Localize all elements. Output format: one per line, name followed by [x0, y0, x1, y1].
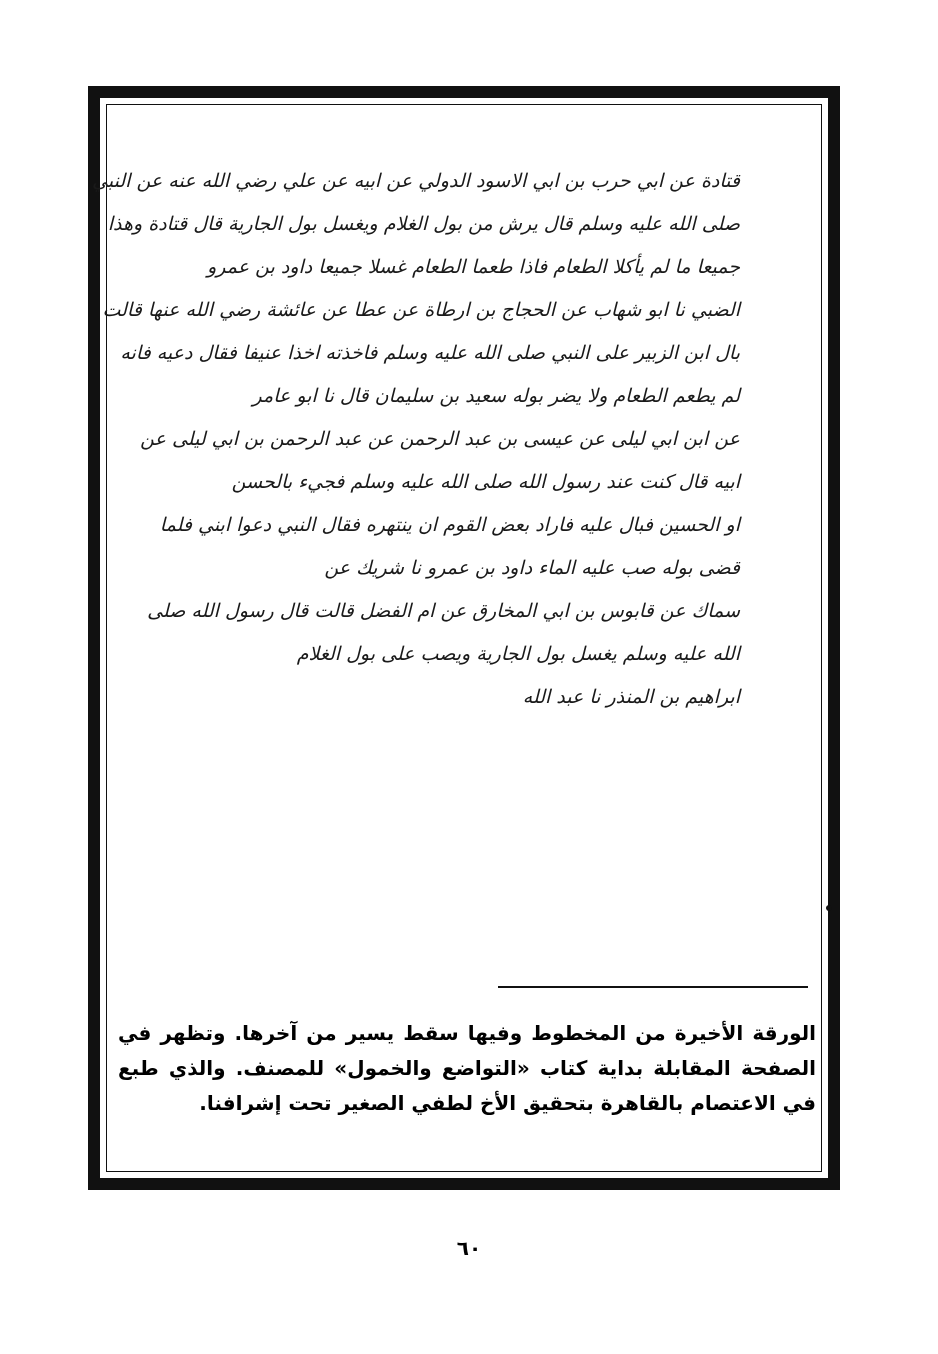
manuscript-line-6: لم يطعم الطعام ولا يضر بوله سعيد بن سليمان قال نا ابو عامر	[252, 385, 740, 407]
manuscript-line-4: الضبي نا ابو شهاب عن الحجاج بن ارطاة عن عطا عن عائشة رضي الله عنها قالت	[102, 299, 740, 321]
manuscript-line-10: قضى بوله صب عليه الماء داود بن عمرو نا شريك عن	[324, 557, 740, 579]
manuscript-line-7: عن ابن ابي ليلى عن عيسى بن عبد الرحمن عن عبد الرحمن بن ابي ليلى عن	[140, 428, 740, 450]
manuscript-line-12: الله عليه وسلم يغسل بول الجارية ويصب على بول الغلام	[296, 643, 740, 665]
manuscript-text	[92, 160, 740, 719]
manuscript-line-1: قتادة عن ابي حرب بن ابي الاسود الدولي عن ابيه عن علي رضي الله عنه عن النبي	[92, 170, 740, 192]
manuscript-line-5: بال ابن الزبير على النبي صلى الله عليه وسلم فاخذته اخذا عنيفا فقال دعيه فانه	[120, 342, 740, 364]
manuscript-line-9: او الحسين فبال عليه فاراد بعض القوم ان ينتهره فقال النبي دعوا ابني فلما	[159, 514, 740, 536]
manuscript-line-11: سماك عن قابوس بن ابي المخارق عن ام الفضل قالت قال رسول الله صلى	[147, 600, 740, 622]
manuscript-line-2: صلى الله عليه وسلم قال يرش من بول الغلام ويغسل بول الجارية قال قتادة وهذا	[107, 213, 740, 235]
page-number: ٦٠	[456, 1236, 482, 1260]
manuscript-line-8: ابيه قال كنت عند رسول الله صلى الله عليه وسلم فجيء بالحسن	[231, 471, 740, 493]
manuscript-line-13: ابراهيم بن المنذر نا عبد الله	[522, 686, 740, 708]
caption-text: الورقة الأخيرة من المخطوط وفيها سقط يسير من آخرها. وتظهر في الصفحة المقابلة بداية كتاب «التواضع والخمول» للمصنف. والذي طبع في الاعتصام بالقاهرة بتحقيق الأخ لطفي الصغير تحت إشرافنا.	[118, 1021, 816, 1115]
margin-mark	[826, 905, 832, 911]
footnote-divider	[498, 986, 808, 988]
manuscript-line-3: جميعا ما لم يأكلا الطعام فاذا طعما الطعام غسلا جميعا داود بن عمرو	[207, 256, 740, 278]
